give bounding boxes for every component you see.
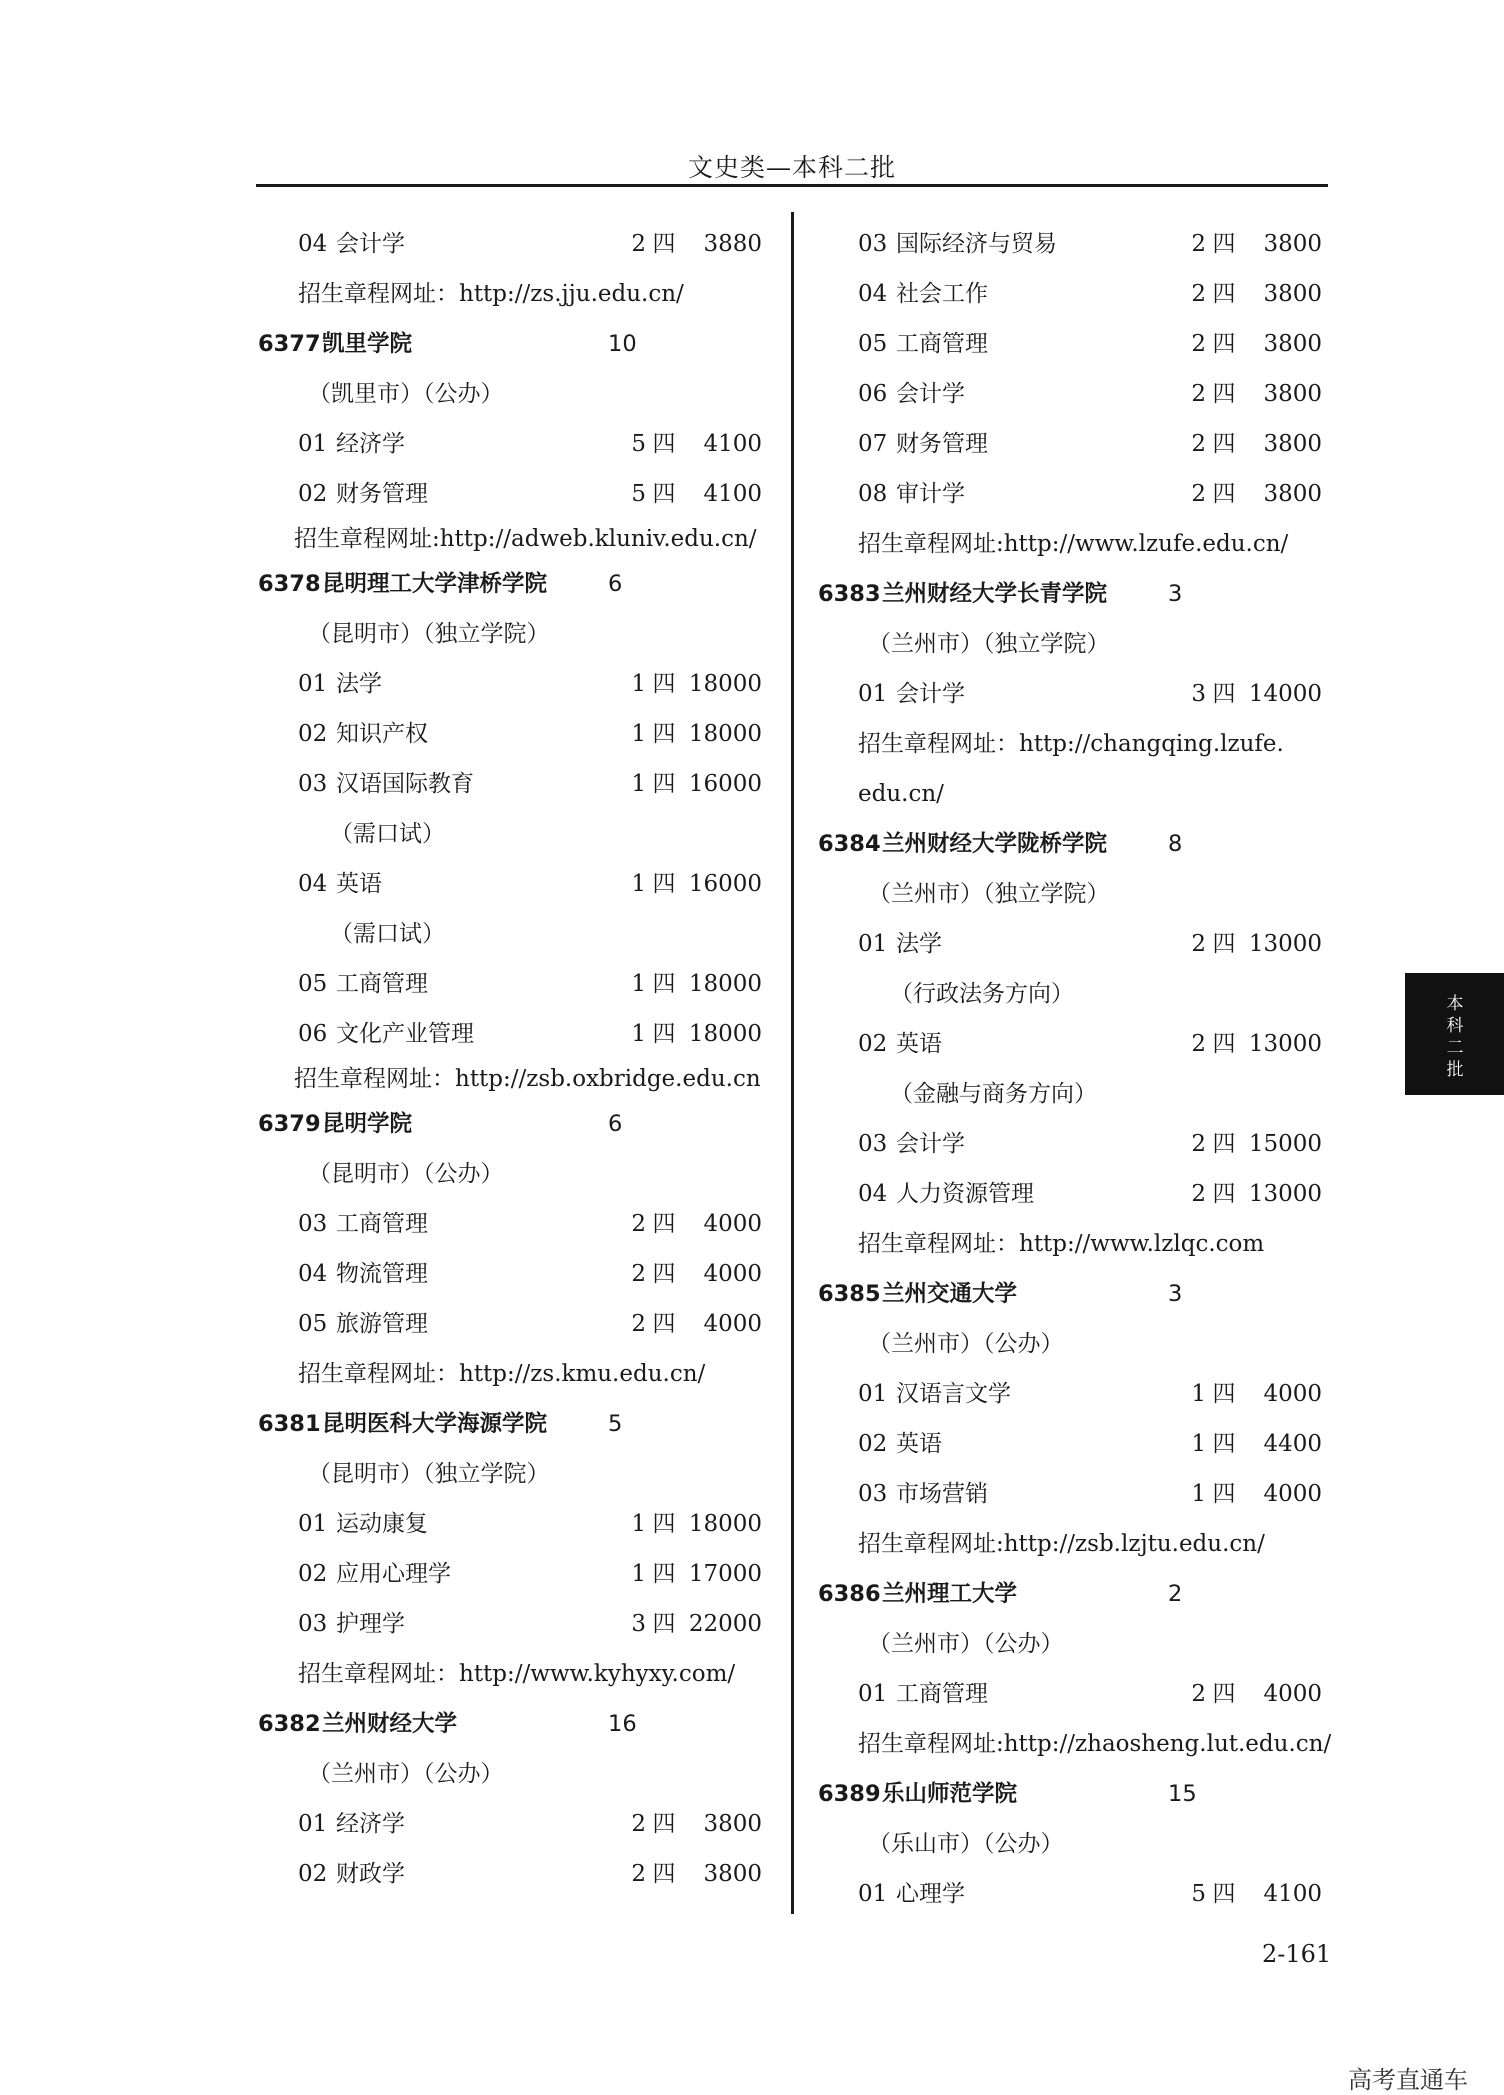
major-years: 四 <box>652 1811 676 1837</box>
major-quota: 2 <box>631 1311 646 1337</box>
admission-url: edu.cn/ <box>858 781 944 807</box>
major-row <box>258 219 768 269</box>
major-name: 工商管理 <box>896 1681 988 1707</box>
major-row <box>818 919 1328 969</box>
major-code: 06 <box>298 1021 328 1047</box>
admission-url: 招生章程网址：http://zs.jju.edu.cn/ <box>298 281 684 307</box>
major-name: 会计学 <box>896 1131 965 1157</box>
major-quota: 2 <box>1191 231 1206 257</box>
major-quota: 5 <box>1191 1881 1206 1907</box>
major-name: 英语 <box>896 1431 942 1457</box>
major-years: 四 <box>652 481 676 507</box>
major-fee: 4000 <box>703 1211 762 1237</box>
major-years: 四 <box>1212 1431 1236 1457</box>
major-code: 07 <box>858 431 888 457</box>
school-name: 兰州财经大学长青学院 <box>882 581 1108 607</box>
major-years: 四 <box>652 721 676 747</box>
major-name: 人力资源管理 <box>896 1181 1034 1207</box>
major-name: 会计学 <box>896 681 965 707</box>
major-years: 四 <box>652 971 676 997</box>
major-quota: 1 <box>631 1511 646 1537</box>
major-fee: 3800 <box>1263 331 1322 357</box>
school-name: 兰州交通大学 <box>882 1281 1018 1307</box>
column-divider <box>791 212 794 1914</box>
major-years: 四 <box>652 231 676 257</box>
major-years: 四 <box>1212 281 1236 307</box>
major-row <box>818 1369 1328 1419</box>
school-code: 6384 <box>818 831 881 857</box>
major-name: 财务管理 <box>896 431 988 457</box>
major-fee: 18000 <box>688 1511 762 1537</box>
major-quota: 2 <box>1191 381 1206 407</box>
school-code: 6377 <box>258 331 321 357</box>
major-code: 02 <box>298 721 328 747</box>
major-fee: 18000 <box>688 971 762 997</box>
major-row <box>258 1599 768 1649</box>
school-location: （兰州市）（公办） <box>868 1631 1064 1657</box>
school-plan-count: 3 <box>1168 1281 1183 1307</box>
school-name: 昆明医科大学海源学院 <box>322 1411 548 1437</box>
major-code: 01 <box>298 1811 328 1837</box>
major-code: 03 <box>298 771 328 797</box>
major-name: 市场营销 <box>896 1481 988 1507</box>
major-row <box>258 659 768 709</box>
school-location: （乐山市）（公办） <box>868 1831 1064 1857</box>
admission-url: 招生章程网址：http://zs.kmu.edu.cn/ <box>298 1361 706 1387</box>
major-quota: 2 <box>1191 931 1206 957</box>
major-row <box>818 1469 1328 1519</box>
major-quota: 2 <box>631 1261 646 1287</box>
major-fee: 14000 <box>1248 681 1322 707</box>
admission-url: 招生章程网址:http://zsb.lzjtu.edu.cn/ <box>858 1531 1265 1557</box>
major-years: 四 <box>652 1561 676 1587</box>
major-fee: 4000 <box>1263 1381 1322 1407</box>
major-name: 法学 <box>896 931 942 957</box>
admission-url: 招生章程网址：http://www.lzlqc.com <box>858 1231 1265 1257</box>
major-years: 四 <box>652 871 676 897</box>
school-header-row <box>258 1099 768 1149</box>
major-code: 01 <box>298 671 328 697</box>
major-name: 会计学 <box>336 231 405 257</box>
major-quota: 1 <box>631 771 646 797</box>
major-code: 04 <box>858 281 888 307</box>
major-name: 法学 <box>336 671 382 697</box>
major-years: 四 <box>652 1311 676 1337</box>
school-code: 6385 <box>818 1281 881 1307</box>
school-code: 6389 <box>818 1781 881 1807</box>
major-code: 05 <box>858 331 888 357</box>
major-name: 物流管理 <box>336 1261 428 1287</box>
major-years: 四 <box>1212 681 1236 707</box>
admission-url: 招生章程网址:http://www.lzufe.edu.cn/ <box>858 531 1289 557</box>
major-fee: 17000 <box>688 1561 762 1587</box>
school-location: （兰州市）（独立学院） <box>868 631 1110 657</box>
major-note: （行政法务方向） <box>890 981 1074 1007</box>
major-code: 01 <box>858 1681 888 1707</box>
major-quota: 2 <box>1191 1031 1206 1057</box>
major-years: 四 <box>1212 1131 1236 1157</box>
major-fee: 4000 <box>1263 1681 1322 1707</box>
major-quota: 2 <box>1191 281 1206 307</box>
major-quota: 1 <box>631 1021 646 1047</box>
school-plan-count: 8 <box>1168 831 1183 857</box>
school-location: （兰州市）（公办） <box>868 1331 1064 1357</box>
major-row <box>818 319 1328 369</box>
major-fee: 4000 <box>1263 1481 1322 1507</box>
school-name: 乐山师范学院 <box>882 1781 1018 1807</box>
major-row <box>258 419 768 469</box>
major-row <box>258 1849 768 1899</box>
major-code: 03 <box>858 1131 888 1157</box>
major-row <box>818 1419 1328 1469</box>
school-code: 6381 <box>258 1411 321 1437</box>
major-years: 四 <box>652 1611 676 1637</box>
major-quota: 2 <box>1191 1131 1206 1157</box>
major-row <box>258 1799 768 1849</box>
school-plan-count: 5 <box>608 1411 623 1437</box>
major-quota: 2 <box>1191 331 1206 357</box>
major-code: 01 <box>858 1881 888 1907</box>
major-code: 01 <box>298 1511 328 1537</box>
major-fee: 22000 <box>688 1611 762 1637</box>
school-name: 兰州财经大学陇桥学院 <box>882 831 1108 857</box>
major-code: 06 <box>858 381 888 407</box>
major-quota: 1 <box>631 1561 646 1587</box>
school-header-row <box>258 1399 768 1449</box>
major-name: 应用心理学 <box>336 1561 451 1587</box>
major-quota: 3 <box>1191 681 1206 707</box>
major-quota: 1 <box>631 871 646 897</box>
school-header-row <box>818 1569 1328 1619</box>
major-fee: 13000 <box>1248 1181 1322 1207</box>
major-row <box>818 369 1328 419</box>
left-column <box>258 219 768 1899</box>
major-row <box>818 269 1328 319</box>
school-location: （昆明市）（公办） <box>308 1161 504 1187</box>
major-quota: 5 <box>631 431 646 457</box>
admission-url: 招生章程网址:http://zhaosheng.lut.edu.cn/ <box>858 1731 1332 1757</box>
school-plan-count: 6 <box>608 1111 623 1137</box>
major-fee: 18000 <box>688 1021 762 1047</box>
school-name: 昆明学院 <box>322 1111 413 1137</box>
major-row <box>258 1009 768 1059</box>
school-header-row <box>258 1699 768 1749</box>
major-fee: 18000 <box>688 721 762 747</box>
major-row <box>258 1249 768 1299</box>
major-name: 工商管理 <box>896 331 988 357</box>
school-plan-count: 16 <box>608 1711 637 1737</box>
major-fee: 13000 <box>1248 931 1322 957</box>
major-name: 护理学 <box>336 1611 405 1637</box>
admission-url: 招生章程网址：http://zsb.oxbridge.edu.cn <box>294 1066 761 1092</box>
major-code: 04 <box>298 231 328 257</box>
major-name: 财政学 <box>336 1861 405 1887</box>
major-code: 01 <box>858 681 888 707</box>
major-years: 四 <box>1212 381 1236 407</box>
major-code: 02 <box>858 1031 888 1057</box>
major-row <box>818 1119 1328 1169</box>
major-row <box>818 1019 1328 1069</box>
page-number: 2-161 <box>1262 1940 1332 1968</box>
section-tab-label: 本科二批 <box>1446 994 1464 1080</box>
watermark: 高考直通车 <box>1348 2066 1468 2094</box>
major-quota: 2 <box>1191 481 1206 507</box>
major-quota: 2 <box>1191 1181 1206 1207</box>
major-fee: 3800 <box>1263 281 1322 307</box>
major-fee: 3880 <box>703 231 762 257</box>
school-location: （昆明市）（独立学院） <box>308 621 550 647</box>
major-name: 汉语言文学 <box>896 1381 1011 1407</box>
school-location: （兰州市）（独立学院） <box>868 881 1110 907</box>
school-plan-count: 15 <box>1168 1781 1197 1807</box>
major-name: 汉语国际教育 <box>336 771 474 797</box>
major-name: 审计学 <box>896 481 965 507</box>
major-code: 02 <box>298 481 328 507</box>
major-fee: 18000 <box>688 671 762 697</box>
major-years: 四 <box>652 431 676 457</box>
major-code: 01 <box>858 931 888 957</box>
major-years: 四 <box>1212 1181 1236 1207</box>
major-fee: 3800 <box>703 1811 762 1837</box>
major-years: 四 <box>652 1511 676 1537</box>
major-years: 四 <box>652 1261 676 1287</box>
major-code: 01 <box>298 431 328 457</box>
major-years: 四 <box>652 671 676 697</box>
major-quota: 1 <box>1191 1481 1206 1507</box>
major-quota: 1 <box>1191 1431 1206 1457</box>
major-note: （金融与商务方向） <box>890 1081 1097 1107</box>
school-name: 兰州理工大学 <box>882 1581 1018 1607</box>
major-quota: 2 <box>631 1811 646 1837</box>
major-fee: 13000 <box>1248 1031 1322 1057</box>
major-code: 05 <box>298 971 328 997</box>
major-years: 四 <box>1212 331 1236 357</box>
major-years: 四 <box>1212 1381 1236 1407</box>
major-code: 04 <box>858 1181 888 1207</box>
school-code: 6379 <box>258 1111 321 1137</box>
major-name: 心理学 <box>896 1881 965 1907</box>
major-row <box>258 759 768 809</box>
major-row <box>818 669 1328 719</box>
major-row <box>818 219 1328 269</box>
major-years: 四 <box>652 771 676 797</box>
major-name: 文化产业管理 <box>336 1021 474 1047</box>
major-row <box>258 859 768 909</box>
major-code: 02 <box>298 1561 328 1587</box>
major-quota: 1 <box>631 971 646 997</box>
major-code: 03 <box>858 231 888 257</box>
school-name: 昆明理工大学津桥学院 <box>322 571 548 597</box>
school-header-row <box>818 1769 1328 1819</box>
page-title: 文史类—本科二批 <box>687 153 896 182</box>
school-header-row <box>818 569 1328 619</box>
major-name: 英语 <box>896 1031 942 1057</box>
major-years: 四 <box>652 1861 676 1887</box>
major-fee: 4000 <box>703 1311 762 1337</box>
school-location: （凯里市）（公办） <box>308 381 504 407</box>
major-name: 经济学 <box>336 1811 405 1837</box>
major-fee: 3800 <box>1263 481 1322 507</box>
major-row <box>818 469 1328 519</box>
major-years: 四 <box>1212 1681 1236 1707</box>
major-fee: 4100 <box>1263 1881 1322 1907</box>
major-code: 04 <box>298 1261 328 1287</box>
school-header-row <box>258 319 768 369</box>
school-location: （昆明市）（独立学院） <box>308 1461 550 1487</box>
right-column <box>818 219 1332 1919</box>
major-fee: 3800 <box>1263 431 1322 457</box>
school-name: 凯里学院 <box>322 331 413 357</box>
major-note: （需口试） <box>330 821 445 847</box>
major-row <box>258 1199 768 1249</box>
major-name: 工商管理 <box>336 1211 428 1237</box>
major-quota: 2 <box>631 1861 646 1887</box>
major-quota: 1 <box>631 721 646 747</box>
major-quota: 2 <box>631 1211 646 1237</box>
major-quota: 2 <box>1191 1681 1206 1707</box>
major-quota: 2 <box>631 231 646 257</box>
major-name: 英语 <box>336 871 382 897</box>
school-header-row <box>258 559 768 609</box>
major-years: 四 <box>1212 231 1236 257</box>
school-header-row <box>818 1269 1328 1319</box>
school-name: 兰州财经大学 <box>322 1711 458 1737</box>
major-code: 08 <box>858 481 888 507</box>
major-row <box>818 1669 1328 1719</box>
major-years: 四 <box>652 1211 676 1237</box>
major-quota: 2 <box>1191 431 1206 457</box>
major-row <box>258 469 768 519</box>
school-plan-count: 10 <box>608 331 637 357</box>
major-fee: 15000 <box>1248 1131 1322 1157</box>
major-row <box>258 959 768 1009</box>
major-row <box>818 1869 1328 1919</box>
school-code: 6378 <box>258 571 321 597</box>
major-name: 国际经济与贸易 <box>896 231 1057 257</box>
school-header-row <box>818 819 1328 869</box>
major-name: 工商管理 <box>336 971 428 997</box>
major-years: 四 <box>652 1021 676 1047</box>
major-name: 运动康复 <box>336 1511 428 1537</box>
major-name: 知识产权 <box>336 721 428 747</box>
major-years: 四 <box>1212 481 1236 507</box>
title-rule <box>256 184 1328 187</box>
major-code: 03 <box>298 1211 328 1237</box>
school-plan-count: 6 <box>608 571 623 597</box>
admission-url: 招生章程网址：http://www.kyhyxy.com/ <box>298 1661 736 1687</box>
major-name: 财务管理 <box>336 481 428 507</box>
school-plan-count: 3 <box>1168 581 1183 607</box>
major-fee: 16000 <box>688 871 762 897</box>
major-code: 03 <box>858 1481 888 1507</box>
major-years: 四 <box>1212 1481 1236 1507</box>
major-row <box>258 1299 768 1349</box>
school-code: 6382 <box>258 1711 321 1737</box>
admission-url: 招生章程网址:http://adweb.kluniv.edu.cn/ <box>294 526 757 552</box>
school-plan-count: 2 <box>1168 1581 1183 1607</box>
major-years: 四 <box>1212 931 1236 957</box>
major-code: 05 <box>298 1311 328 1337</box>
major-fee: 4000 <box>703 1261 762 1287</box>
major-fee: 3800 <box>1263 231 1322 257</box>
major-years: 四 <box>1212 1031 1236 1057</box>
major-code: 02 <box>858 1431 888 1457</box>
major-code: 03 <box>298 1611 328 1637</box>
major-fee: 16000 <box>688 771 762 797</box>
major-name: 经济学 <box>336 431 405 457</box>
major-row <box>818 419 1328 469</box>
school-code: 6386 <box>818 1581 881 1607</box>
major-fee: 4400 <box>1263 1431 1322 1457</box>
school-location: （兰州市）（公办） <box>308 1761 504 1787</box>
major-quota: 3 <box>631 1611 646 1637</box>
major-note: （需口试） <box>330 921 445 947</box>
major-fee: 4100 <box>703 481 762 507</box>
major-name: 社会工作 <box>896 281 988 307</box>
major-fee: 3800 <box>703 1861 762 1887</box>
admission-url: 招生章程网址：http://changqing.lzufe. <box>858 731 1284 757</box>
section-tab <box>1405 973 1504 1095</box>
major-row <box>258 1499 768 1549</box>
major-years: 四 <box>1212 1881 1236 1907</box>
major-row <box>818 1169 1328 1219</box>
major-name: 会计学 <box>896 381 965 407</box>
major-fee: 4100 <box>703 431 762 457</box>
major-row <box>258 709 768 759</box>
major-code: 02 <box>298 1861 328 1887</box>
major-quota: 5 <box>631 481 646 507</box>
major-row <box>258 1549 768 1599</box>
major-fee: 3800 <box>1263 381 1322 407</box>
school-code: 6383 <box>818 581 881 607</box>
major-years: 四 <box>1212 431 1236 457</box>
major-quota: 1 <box>631 671 646 697</box>
major-code: 01 <box>858 1381 888 1407</box>
major-name: 旅游管理 <box>336 1311 428 1337</box>
major-code: 04 <box>298 871 328 897</box>
major-quota: 1 <box>1191 1381 1206 1407</box>
